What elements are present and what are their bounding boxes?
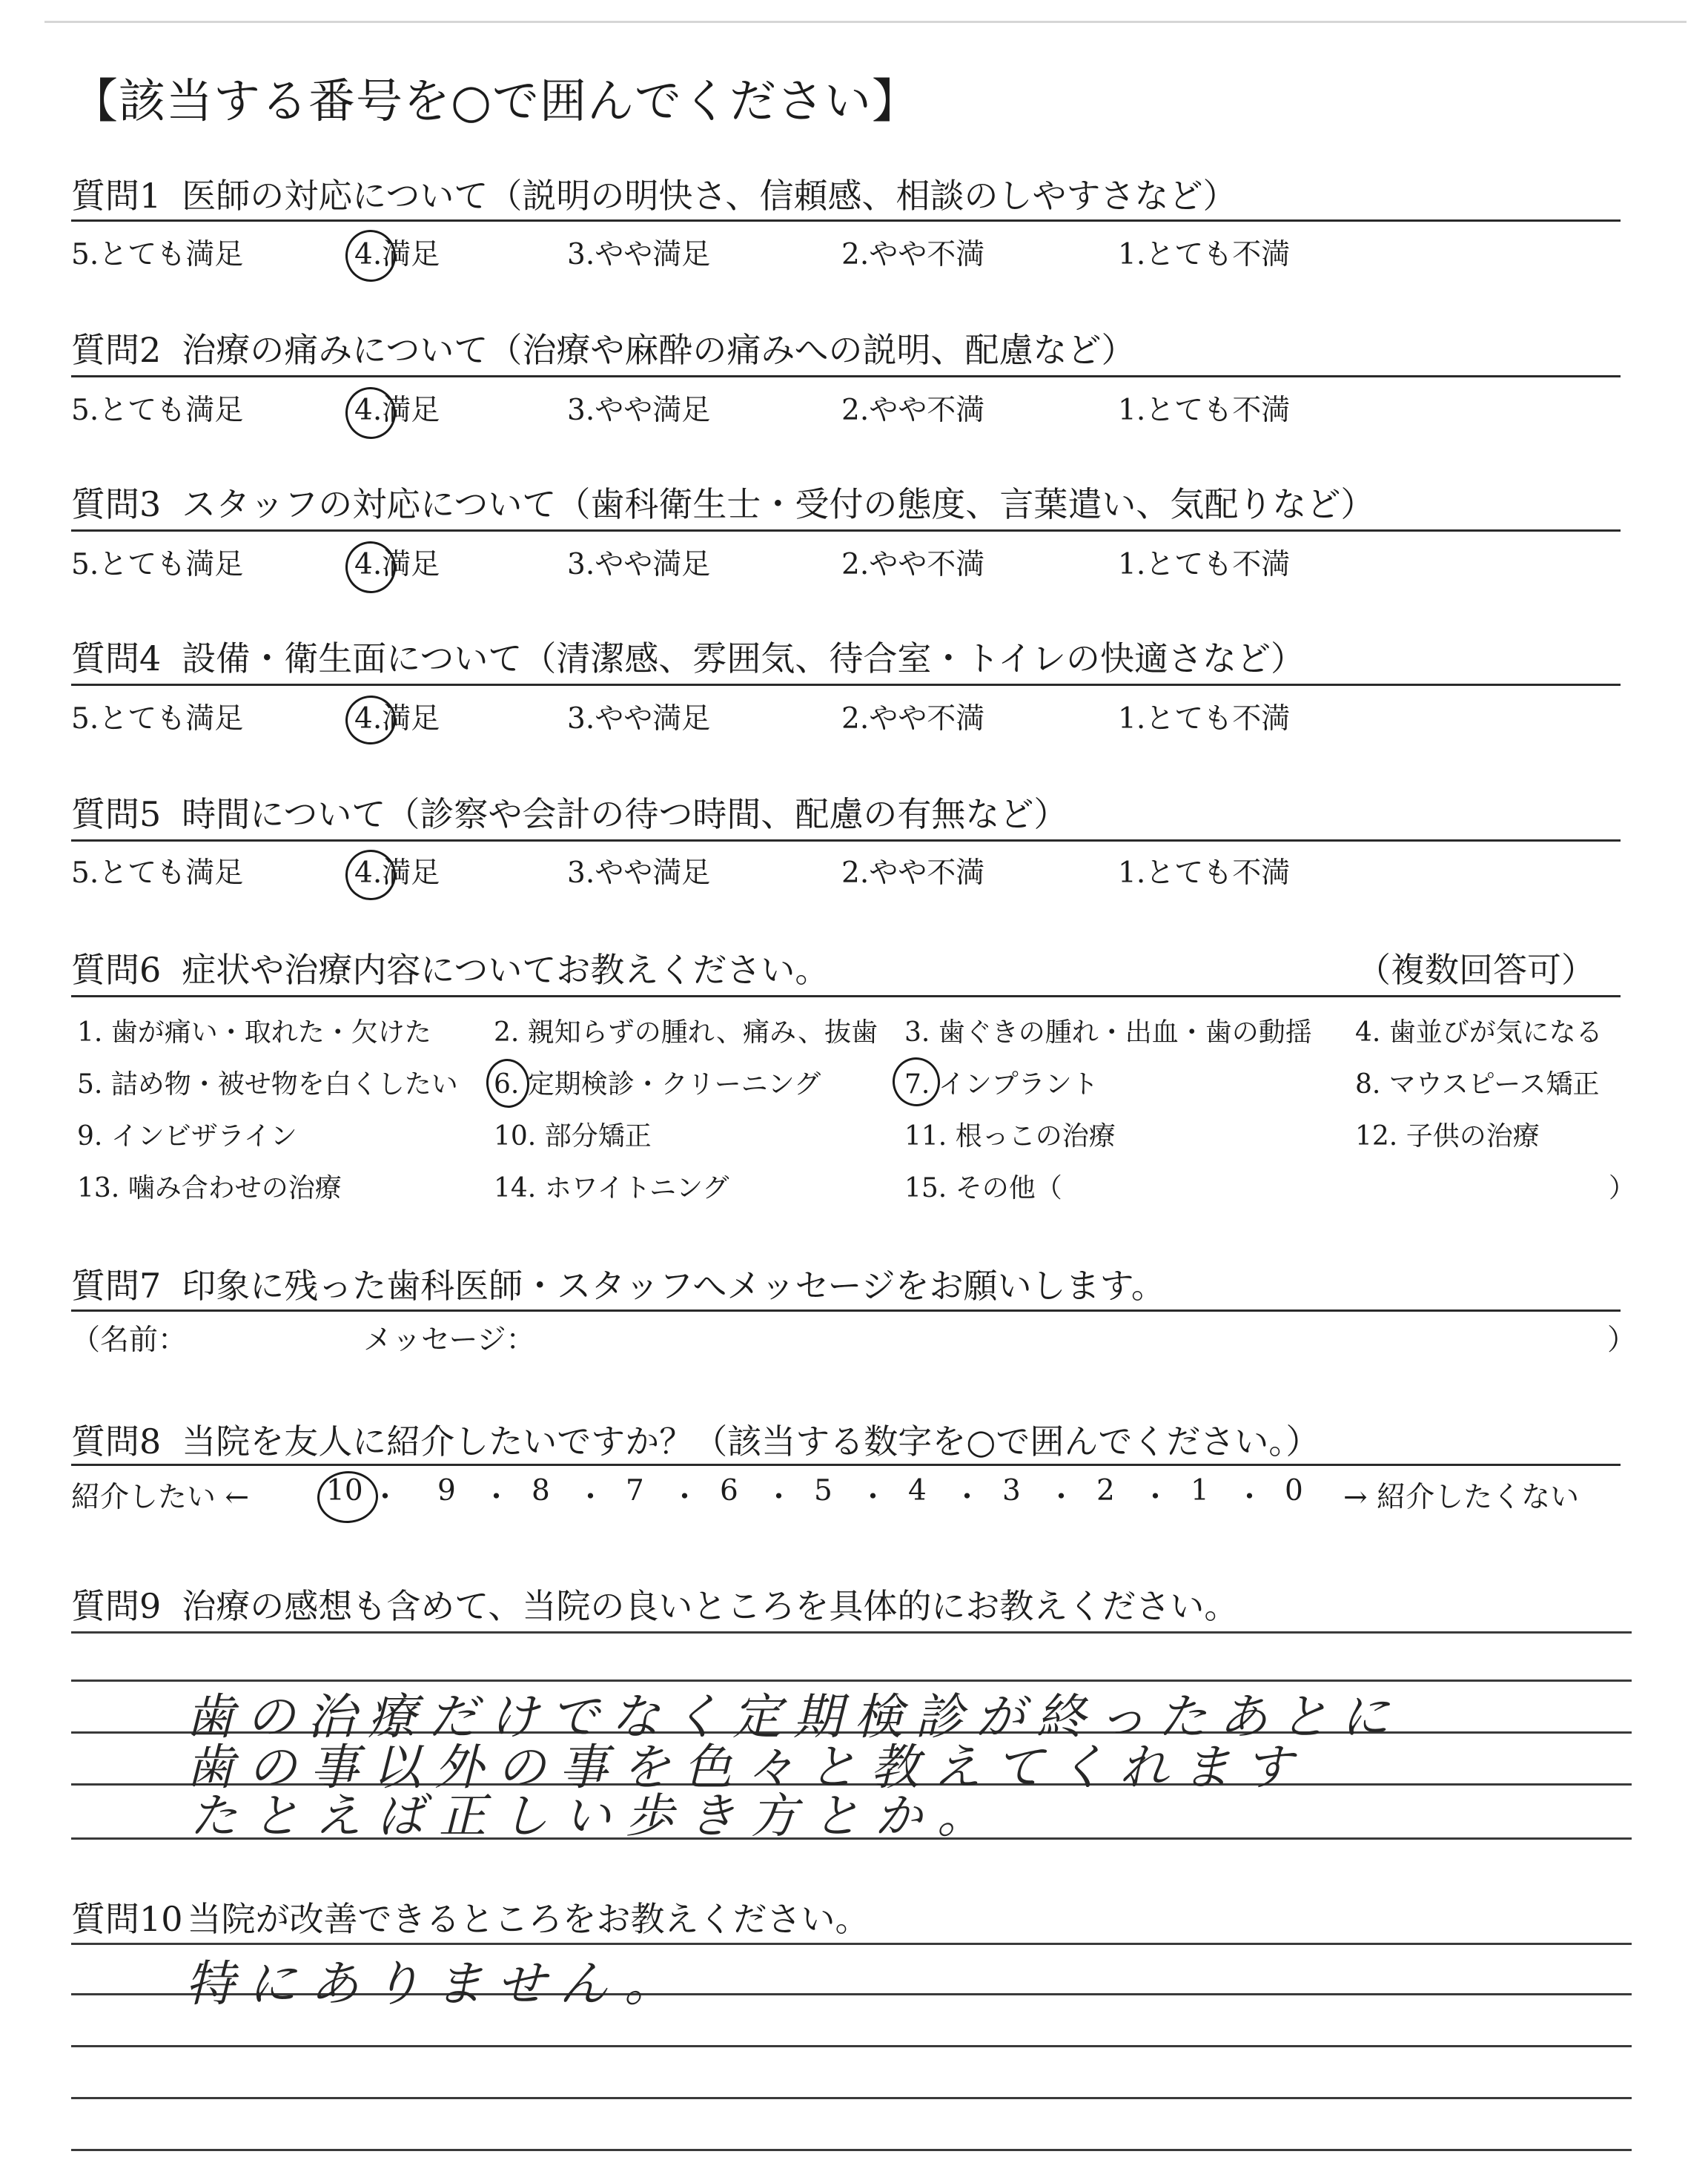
option-1[interactable]: 1.とても不満 [1118, 702, 1291, 736]
question-rule [71, 995, 1621, 997]
handwritten-answer-line: 特にありません。 [185, 1955, 686, 2012]
question-number: 質問4 [71, 638, 162, 678]
option-2[interactable]: 2.やや不満 [841, 548, 985, 581]
question-text: 医師の対応について（説明の明快さ、信頼感、相談のしやすさなど） [182, 176, 1237, 216]
scale-separator: ・ [576, 1481, 606, 1514]
recommend-score-9[interactable]: 9 [437, 1474, 456, 1507]
symptom-option-8[interactable]: 8. マウスピース矯正 [1355, 1069, 1600, 1100]
scale-separator: ・ [1141, 1481, 1171, 1514]
question-1 [71, 169, 1237, 218]
question-5 [71, 787, 1068, 836]
question-text: 時間について（診察や会計の待つ時間、配慮の有無など） [182, 794, 1068, 834]
option-3[interactable]: 3.やや満足 [567, 856, 711, 890]
recommend-score-5[interactable]: 5 [814, 1474, 833, 1507]
question-rule [71, 684, 1621, 686]
question-rule [71, 1464, 1621, 1466]
option-2[interactable]: 2.やや不満 [841, 238, 985, 271]
scale-separator: ・ [482, 1481, 512, 1514]
symptom-option-6[interactable]: 6. 定期検診・クリーニング [494, 1069, 821, 1100]
recommend-score-10[interactable]: 10 [326, 1474, 363, 1507]
question-7 [71, 1259, 1165, 1308]
question-number: 質問6 [71, 950, 162, 990]
option-4[interactable]: 4.満足 [354, 702, 440, 736]
question-text: 設備・衛生面について（清潔感、雰囲気、待合室・トイレの快適さなど） [182, 638, 1305, 678]
option-2[interactable]: 2.やや不満 [841, 856, 985, 890]
question-text: 当院を友人に紹介したいですか？（該当する数字を○で囲んでください。） [182, 1421, 1320, 1462]
question-rule [71, 529, 1621, 532]
page-title: 【該当する番号を○で囲んでください】 [71, 74, 919, 128]
option-4[interactable]: 4.満足 [354, 394, 440, 427]
option-3[interactable]: 3.やや満足 [567, 238, 711, 271]
option-5[interactable]: 5.とても満足 [71, 548, 244, 581]
recommend-score-1[interactable]: 1 [1191, 1474, 1209, 1507]
symptom-option-3[interactable]: 3. 歯ぐきの腫れ・出血・歯の動揺 [904, 1017, 1312, 1048]
question-number: 質問8 [71, 1421, 162, 1462]
handwritten-answer-line: 歯の治療だけでなく定期検診が終ったあとに [185, 1688, 1401, 1745]
recommend-score-2[interactable]: 2 [1096, 1474, 1115, 1507]
answer-rule [71, 2149, 1632, 2151]
symptom-option-12[interactable]: 12. 子供の治療 [1355, 1121, 1540, 1152]
question-text: 印象に残った歯科医師・スタッフへメッセージをお願いします。 [182, 1266, 1165, 1306]
question-number: 質問9 [71, 1586, 162, 1626]
recommend-score-6[interactable]: 6 [720, 1474, 738, 1507]
symptom-option-2[interactable]: 2. 親知らずの腫れ、痛み、抜歯 [494, 1017, 878, 1048]
scan-top-edge [44, 21, 1687, 23]
question-6 [71, 943, 829, 992]
question-text: 治療の感想も含めて、当院の良いところを具体的にお教えください。 [182, 1586, 1239, 1626]
handwritten-answer-line: たとえば正しい歩き方とか。 [190, 1789, 999, 1844]
recommend-right-label: → 紹介したくない [1343, 1481, 1580, 1514]
question-number: 質問3 [71, 484, 162, 524]
answer-rule [71, 2045, 1632, 2047]
option-1[interactable]: 1.とても不満 [1118, 856, 1291, 890]
option-5[interactable]: 5.とても満足 [71, 856, 244, 890]
question-rule [71, 219, 1621, 222]
scale-separator: ・ [764, 1481, 794, 1514]
other-close-paren: ） [1609, 1173, 1636, 1203]
question-text: 当院が改善できるところをお教えください。 [187, 1899, 870, 1939]
recommend-left-label: 紹介したい ← [71, 1481, 250, 1514]
option-4[interactable]: 4.満足 [354, 238, 440, 271]
option-3[interactable]: 3.やや満足 [567, 548, 711, 581]
recommend-score-4[interactable]: 4 [908, 1474, 927, 1507]
option-3[interactable]: 3.やや満足 [567, 702, 711, 736]
question-text: 症状や治療内容についてお教えください。 [182, 950, 830, 990]
scale-separator: ・ [858, 1481, 888, 1514]
question-text: スタッフの対応について（歯科衛生士・受付の態度、言葉遣い、気配りなど） [182, 484, 1375, 524]
option-1[interactable]: 1.とても不満 [1118, 394, 1291, 427]
question-number: 質問10 [71, 1899, 183, 1939]
question-9 [71, 1579, 1238, 1628]
scale-separator: ・ [670, 1481, 700, 1514]
option-4[interactable]: 4.満足 [354, 856, 440, 890]
option-1[interactable]: 1.とても不満 [1118, 548, 1291, 581]
scale-separator: ・ [953, 1481, 982, 1514]
question-3 [71, 478, 1374, 526]
question-number: 質問5 [71, 794, 162, 834]
recommend-score-0[interactable]: 0 [1285, 1474, 1303, 1507]
question-10 [71, 1892, 870, 1941]
recommend-score-7[interactable]: 7 [626, 1474, 644, 1507]
answer-rule [71, 1631, 1632, 1634]
option-1[interactable]: 1.とても不満 [1118, 238, 1291, 271]
scale-separator: ・ [1235, 1481, 1265, 1514]
recommend-score-8[interactable]: 8 [532, 1474, 550, 1507]
question-number: 質問2 [71, 330, 162, 370]
selection-circle [889, 1054, 944, 1110]
multiple-answers-note: （複数回答可） [1357, 950, 1595, 990]
option-3[interactable]: 3.やや満足 [567, 394, 711, 427]
question-rule [71, 839, 1621, 842]
symptom-option-4[interactable]: 4. 歯並びが気になる [1355, 1017, 1603, 1048]
option-5[interactable]: 5.とても満足 [71, 238, 244, 271]
symptom-option-13[interactable]: 13. 噛み合わせの治療 [77, 1173, 342, 1203]
question-number: 質問7 [71, 1266, 162, 1306]
question-8 [71, 1415, 1320, 1464]
option-5[interactable]: 5.とても満足 [71, 394, 244, 427]
symptom-option-10[interactable]: 10. 部分矯正 [494, 1121, 652, 1152]
option-2[interactable]: 2.やや不満 [841, 702, 985, 736]
name-label: （名前： [71, 1324, 188, 1357]
handwritten-answer-line: 歯の事以外の事を色々と教えてくれます [185, 1739, 1306, 1796]
symptom-option-1[interactable]: 1. 歯が痛い・取れた・欠けた [77, 1017, 431, 1048]
question-2 [71, 323, 1135, 372]
question-rule [71, 1309, 1621, 1312]
option-2[interactable]: 2.やや不満 [841, 394, 985, 427]
answer-rule [71, 2097, 1632, 2099]
symptom-option-5[interactable]: 5. 詰め物・被せ物を白くしたい [77, 1069, 458, 1100]
scale-separator: ・ [371, 1481, 400, 1514]
symptom-option-7[interactable]: 7. インプラント [904, 1069, 1099, 1100]
option-4[interactable]: 4.満足 [354, 548, 440, 581]
message-label: メッセージ： [363, 1324, 535, 1357]
symptom-option-11[interactable]: 11. 根っこの治療 [904, 1121, 1116, 1152]
symptom-option-9[interactable]: 9. インビザライン [77, 1121, 297, 1152]
question-number: 質問1 [71, 176, 162, 216]
message-close-paren: ） [1607, 1324, 1637, 1357]
option-5[interactable]: 5.とても満足 [71, 702, 244, 736]
question-text: 治療の痛みについて（治療や麻酔の痛みへの説明、配慮など） [182, 330, 1136, 370]
scale-separator: ・ [1047, 1481, 1076, 1514]
question-4 [71, 632, 1305, 681]
symptom-option-15[interactable]: 15. その他（ [904, 1173, 1062, 1203]
question-rule [71, 375, 1621, 377]
recommend-score-3[interactable]: 3 [1002, 1474, 1021, 1507]
symptom-option-14[interactable]: 14. ホワイトニング [494, 1173, 729, 1203]
